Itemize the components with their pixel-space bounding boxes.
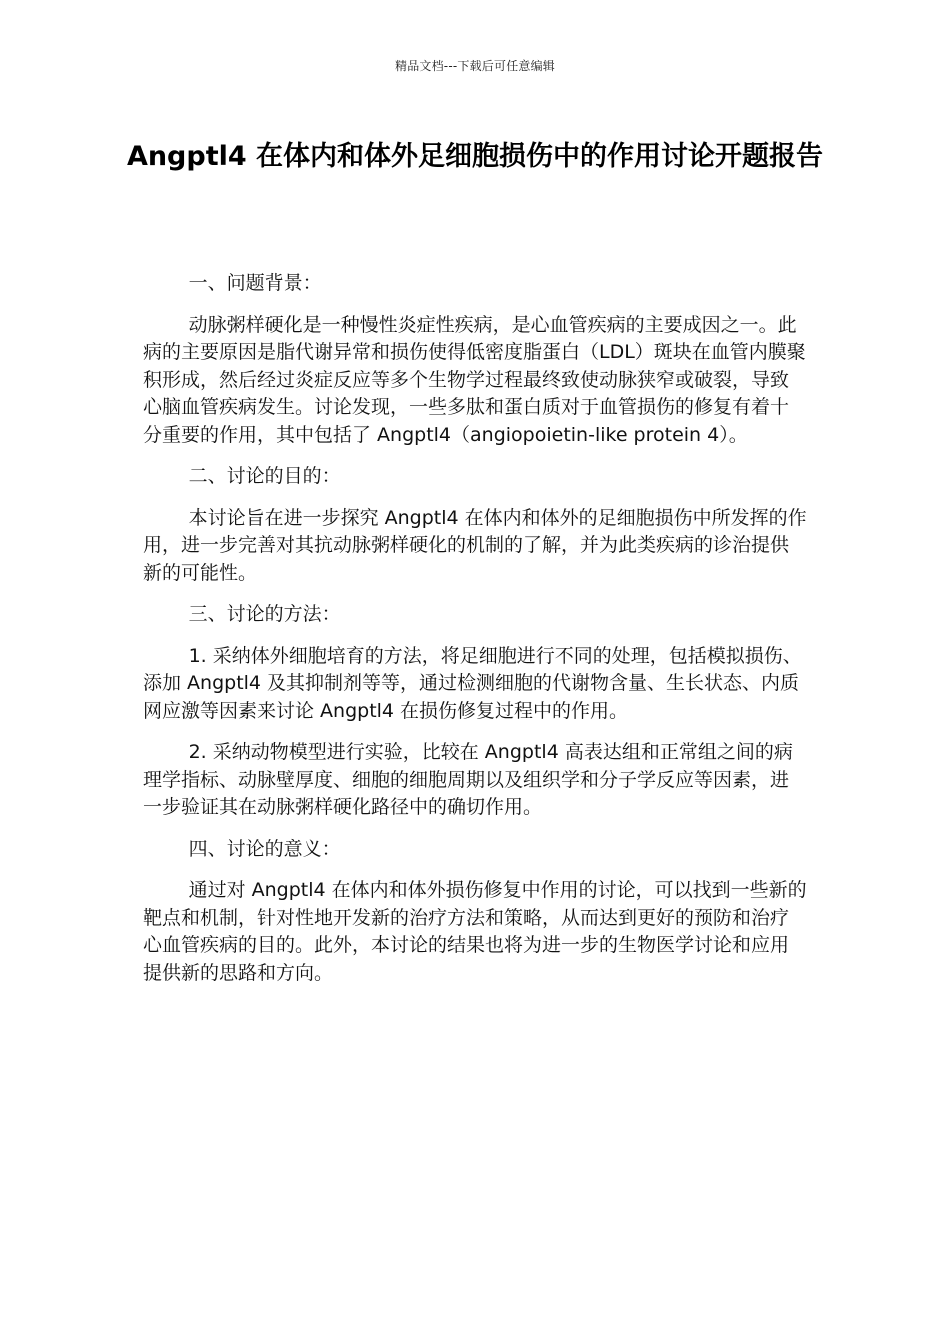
paragraph-purpose: 本讨论旨在进一步探究 Angptl4 在体内和体外的足细胞损伤中所发挥的作用，进一步完善对其抗动脉粥样硬化的机制的了解，并为此类疾病的诊治提供新的可能性。	[143, 506, 807, 584]
section-heading-methods: 三、讨论的方法：	[188, 603, 341, 625]
paragraph-method-1: 1. 采纳体外细胞培育的方法，将足细胞进行不同的处理，包括模拟损伤、添加 Angptl4 及其抑制剂等等，通过检测细胞的代谢物含量、生长状态、内质网应激等因素来讨论 Angptl4 在损伤修复过程中的作用。	[143, 644, 802, 722]
section-heading-background: 一、问题背景：	[188, 272, 322, 294]
section-heading-significance: 四、讨论的意义：	[188, 837, 341, 860]
document-body	[143, 270, 807, 1001]
paragraph-significance: 通过对 Angptl4 在体内和体外损伤修复中作用的讨论，可以找到一些新的靶点和机制，针对性地开发新的治疗方法和策略，从而达到更好的预防和治疗心血管疾病的目的。此外，本讨论的结果也将为进一步的生物医学讨论和应用提供新的思路和方向。	[143, 879, 807, 984]
paragraph-background: 动脉粥样硬化是一种慢性炎症性疾病，是心血管疾病的主要成因之一。此病的主要原因是脂代谢异常和损伤使得低密度脂蛋白（LDL）斑块在血管内膜聚积形成，然后经过炎症反应等多个生物学过程最终致使动脉狭窄或破裂，导致心脑血管疾病发生。讨论发现，一些多肽和蛋白质对于血管损伤的修复有着十分重要的作用，其中包括了 Angptl4（angiopoietin-like protein 4）。	[143, 313, 806, 446]
document-title: Angptl4 在体内和体外足细胞损伤中的作用讨论开题报告	[126, 141, 824, 172]
paragraph-method-2: 2. 采纳动物模型进行实验，比较在 Angptl4 高表达组和正常组之间的病理学指标、动脉壁厚度、细胞的细胞周期以及组织学和分子学反应等因素，进一步验证其在动脉粥样硬化路径中的确切作用。	[143, 741, 793, 818]
section-heading-purpose: 二、讨论的目的：	[188, 465, 341, 487]
header-note: 精品文档---下载后可任意编辑	[395, 59, 555, 73]
